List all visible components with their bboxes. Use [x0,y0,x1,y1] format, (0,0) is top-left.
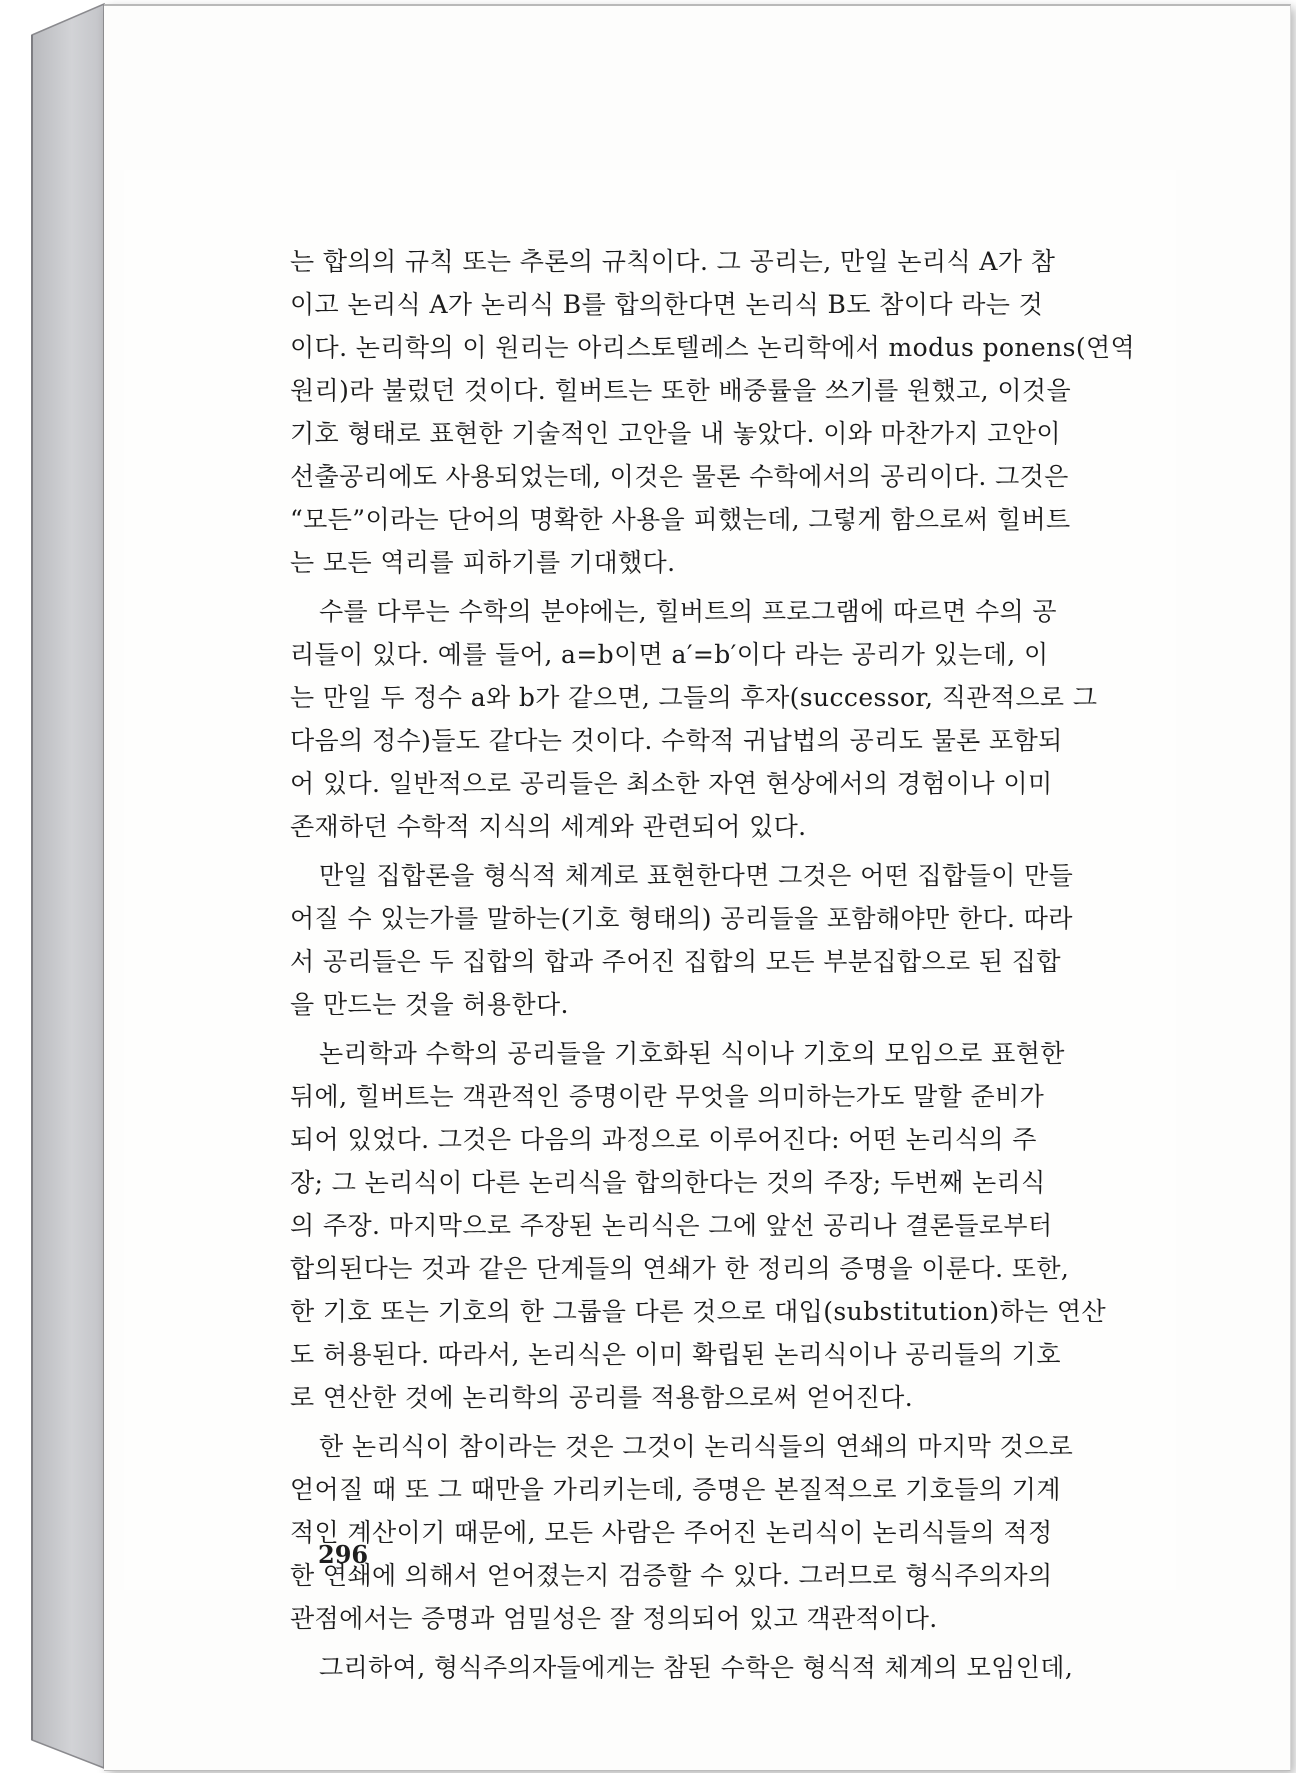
text-line: 수를 다루는 수학의 분야에는, 힐버트의 프로그램에 따르면 수의 공 [319,597,1057,626]
text-line: 존재하던 수학적 지식의 세계와 관련되어 있다. [290,812,807,841]
text-line: 는 모든 역리를 피하기를 기대했다. [290,548,676,577]
paragraph [290,854,1142,1026]
text-line: 서 공리들은 두 집합의 합과 주어진 집합의 모든 부분집합으로 된 집합 [290,947,1061,976]
page-number: 296 [318,1540,369,1569]
text-line: 만일 집합론을 형식적 체계로 표현한다면 그것은 어떤 집합들이 만들 [319,861,1074,890]
paragraph [290,1425,1142,1640]
text-line: 리들이 있다. 예를 들어, a=b이면 a′=b′이다 라는 공리가 있는데, 이 [290,640,1049,669]
page-body-text [290,240,1142,1695]
text-line: 선출공리에도 사용되었는데, 이것은 물론 수학에서의 공리이다. 그것은 [290,462,1069,491]
text-line: 되어 있었다. 그것은 다음의 과정으로 이루어진다: 어떤 논리식의 주 [290,1125,1037,1154]
text-line: 원리)라 불렀던 것이다. 힐버트는 또한 배중률을 쓰기를 원했고, 이것을 [290,376,1072,405]
text-line: 논리학과 수학의 공리들을 기호화된 식이나 기호의 모임으로 표현한 [319,1039,1065,1068]
text-line: 다음의 정수)들도 같다는 것이다. 수학적 귀납법의 공리도 물론 포함되 [290,726,1063,755]
paragraph [290,1032,1142,1419]
text-line: 기호 형태로 표현한 기술적인 고안을 내 놓았다. 이와 마찬가지 고안이 [290,419,1061,448]
text-line: 관점에서는 증명과 엄밀성은 잘 정의되어 있고 객관적이다. [290,1604,938,1633]
paragraph [290,240,1142,584]
text-line: 적인 계산이기 때문에, 모든 사람은 주어진 논리식이 논리식들의 적정 [290,1518,1053,1547]
text-line: 그리하여, 형식주의자들에게는 참된 수학은 형식적 체계의 모임인데, [319,1653,1074,1682]
text-line: 한 논리식이 참이라는 것은 그것이 논리식들의 연쇄의 마지막 것으로 [319,1432,1074,1461]
text-line: 이다. 논리학의 이 원리는 아리스토텔레스 논리학에서 modus ponens(연역 [290,333,1136,362]
text-line: 얻어질 때 또 그 때만을 가리키는데, 증명은 본질적으로 기호들의 기계 [290,1475,1061,1504]
paragraph [290,1646,1142,1689]
text-line: 뒤에, 힐버트는 객관적인 증명이란 무엇을 의미하는가도 말할 준비가 [290,1082,1045,1111]
text-line: 어 있다. 일반적으로 공리들은 최소한 자연 현상에서의 경험이나 이미 [290,769,1053,798]
text-line: 장; 그 논리식이 다른 논리식을 합의한다는 것의 주장; 두번째 논리식 [290,1168,1046,1197]
text-line: 의 주장. 마지막으로 주장된 논리식은 그에 앞선 공리나 결론들로부터 [290,1211,1053,1240]
text-line: 도 허용된다. 따라서, 논리식은 이미 확립된 논리식이나 공리들의 기호 [290,1340,1061,1369]
text-line: 합의된다는 것과 같은 단계들의 연쇄가 한 정리의 증명을 이룬다. 또한, [290,1254,1070,1283]
paragraph [290,590,1142,848]
text-line: 어질 수 있는가를 말하는(기호 형태의) 공리들을 포함해야만 한다. 따라 [290,904,1073,933]
text-line: 을 만드는 것을 허용한다. [290,990,569,1019]
text-line: 로 연산한 것에 논리학의 공리를 적용함으로써 얻어진다. [290,1383,914,1412]
text-line: 한 연쇄에 의해서 얻어졌는지 검증할 수 있다. 그러므로 형식주의자의 [290,1561,1053,1590]
text-line: 는 만일 두 정수 a와 b가 같으면, 그들의 후자(successor, 직관적으로 그 [290,683,1098,712]
text-line: 한 기호 또는 기호의 한 그룹을 다른 것으로 대입(substitution)하는 연산 [290,1297,1107,1326]
text-line: 이고 논리식 A가 논리식 B를 합의한다면 논리식 B도 참이다 라는 것 [290,290,1044,319]
text-line: “모든”이라는 단어의 명확한 사용을 피했는데, 그렇게 함으로써 힐버트 [290,505,1071,534]
text-line: 는 합의의 규칙 또는 추론의 규칙이다. 그 공리는, 만일 논리식 A가 참 [290,247,1056,276]
